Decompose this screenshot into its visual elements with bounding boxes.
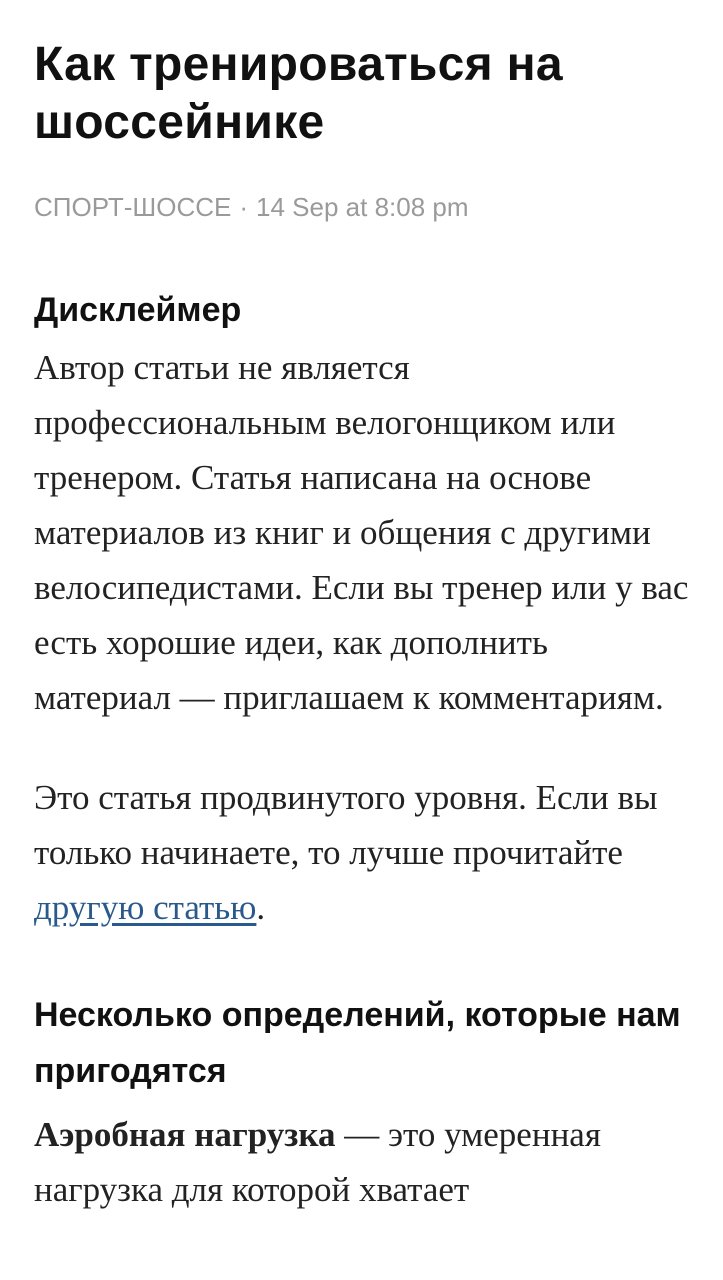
disclaimer-paragraph: Автор статьи не является профессиональным велогонщиком или тренером. Статья написана на основе материалов из книг и общения с другими велосипедистами. Если вы тренер или у вас есть хорошие идеи, как дополнить материал — приглашаем к комментариям. xyxy=(34,348,689,717)
category-link[interactable]: СПОРТ-ШОССЕ xyxy=(34,192,232,222)
meta-separator: · xyxy=(239,192,249,222)
section-heading-definitions: Несколько определений, которые нам пригодятся xyxy=(34,996,681,1090)
definition-text: — это умеренная нагрузка для которой хватает xyxy=(34,1115,601,1209)
article-title: Как тренироваться на шоссейнике xyxy=(34,38,563,149)
article-meta xyxy=(34,190,689,224)
section-heading-disclaimer: Дисклеймер xyxy=(34,291,242,329)
other-article-link[interactable]: другую статью xyxy=(34,888,257,927)
level-paragraph-end: . xyxy=(256,888,266,927)
definition-term: Аэробная нагрузка xyxy=(34,1115,336,1154)
definition-paragraph xyxy=(34,1107,689,1217)
publish-date: 14 Sep at 8:08 pm xyxy=(256,192,469,222)
level-paragraph xyxy=(34,770,689,935)
level-paragraph-text: Это статья продвинутого уровня. Если вы только начинаете, то лучше прочитайте xyxy=(34,778,658,872)
